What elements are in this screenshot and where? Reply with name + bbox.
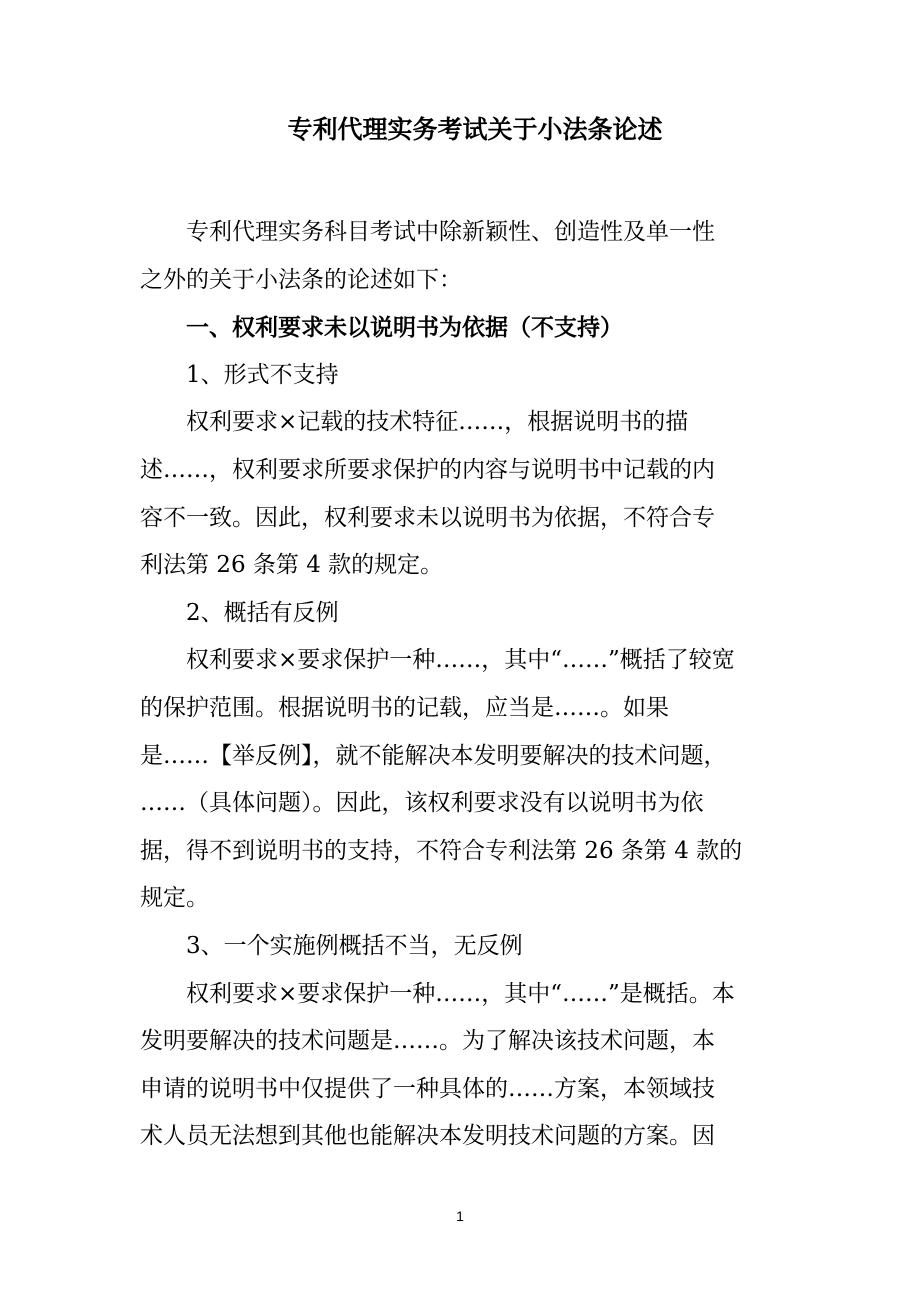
text-line: 3、一个实施例概括不当，无反例 bbox=[186, 932, 523, 959]
text-line: 申请的说明书中仅提供了一种具体的……方案，本领域技 bbox=[140, 1075, 715, 1102]
text-line: 之外的关于小法条的论述如下： bbox=[140, 266, 462, 293]
document-body bbox=[140, 209, 772, 1161]
text-line: 的保护范围。根据说明书的记载，应当是……。如果 bbox=[140, 694, 669, 721]
text-line: 权利要求×要求保护一种……，其中“……”是概括。本 bbox=[186, 980, 735, 1007]
section-heading-line: 一、权利要求未以说明书为依据（不支持） bbox=[186, 314, 623, 342]
text-line: 1、形式不支持 bbox=[186, 361, 339, 388]
text-line: 术人员无法想到其他也能解决本发明技术问题的方案。因 bbox=[140, 1123, 715, 1150]
text-line: 据，得不到说明书的支持，不符合专利法第 26 条第 4 款的 bbox=[140, 837, 743, 864]
text-line: 规定。 bbox=[140, 885, 209, 912]
text-line: 权利要求×记载的技术特征……，根据说明书的描 bbox=[186, 409, 689, 436]
text-line: 2、概括有反例 bbox=[186, 599, 339, 626]
text-line: 利法第 26 条第 4 款的规定。 bbox=[140, 552, 444, 579]
text-line: 容不一致。因此，权利要求未以说明书为依据，不符合专 bbox=[140, 504, 715, 531]
text-line: 发明要解决的技术问题是……。为了解决该技术问题，本 bbox=[140, 1028, 715, 1055]
text-line: 是……【举反例】，就不能解决本发明要解决的技术问题， bbox=[140, 742, 727, 769]
text-line: ……（具体问题）。因此，该权利要求没有以说明书为依 bbox=[140, 790, 704, 817]
text-line: 专利代理实务科目考试中除新颖性、创造性及单一性 bbox=[186, 219, 715, 245]
page-number: 1 bbox=[456, 1208, 464, 1224]
text-line: 述……，权利要求所要求保护的内容与说明书中记载的内 bbox=[140, 456, 715, 483]
document-title: 专利代理实务考试关于小法条论述 bbox=[287, 115, 663, 144]
text-line: 权利要求×要求保护一种……，其中“……”概括了较宽 bbox=[186, 647, 735, 674]
